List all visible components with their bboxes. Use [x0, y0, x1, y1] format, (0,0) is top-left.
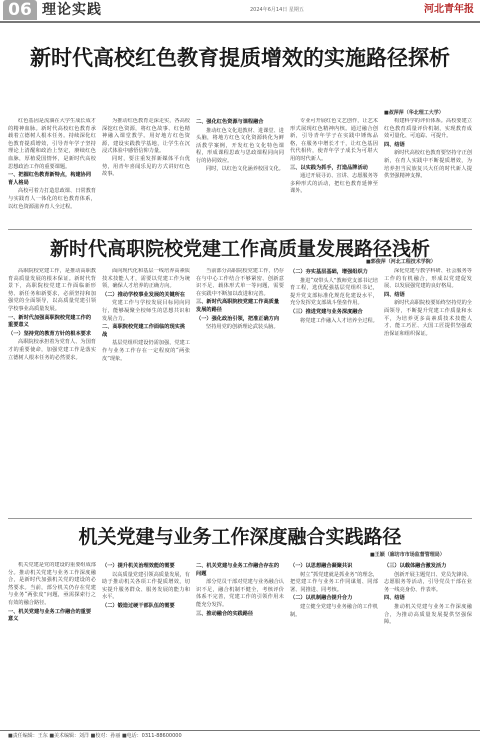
article-divider	[8, 229, 472, 230]
body-paragraph: 推进“双带头人”教师党支部书记培育工程，选优配强基层党组织书记，提升党支部标准化规范化建设水平，充分发挥党支部战斗堡垒作用。	[290, 277, 378, 307]
page-header	[0, 0, 480, 20]
body-paragraph: 推动红色文化进教材、进课堂、进头脑，将地方红色文化资源转化为鲜活教学案例，开发红色文化特色课程，形成课程思政与思政课程同向同行的协同效应。	[196, 127, 284, 164]
article-1-byline: ■叔萍萍（华北理工大学）	[384, 110, 444, 116]
text-column	[290, 118, 378, 225]
newspaper-logo: 河北青年报	[424, 4, 474, 15]
article-3-headline: 机关党建与业务工作深度融合实践路径	[78, 526, 402, 548]
body-paragraph: 为推动红色教育走深走实，各高校深挖红色资源，将红色故事、红色精神融入课堂教学。用好地方红色资源，建设实践教学基地，让学生在沉浸式体验中感悟信仰力量。	[102, 118, 190, 155]
section-heading: （二）推动学校事业发展的关键所在	[102, 291, 186, 298]
text-column	[102, 118, 190, 225]
section-heading: 四、结语	[384, 595, 405, 602]
section-heading: 三、推动融合的实践路径	[196, 610, 254, 617]
body-paragraph: 高职院校党建工作，是推动高职教育高质量发展的根本保证。新时代背景下，高职院校党建工作面临新形势、新任务和新要求，必须坚持和加强党的全面领导，以高质量党建引领学校事业高质量发展。	[8, 268, 96, 312]
text-column	[8, 268, 96, 516]
body-paragraph: 推动机关党建与业务工作深度融合，为推动高质量发展提供坚强保障。	[384, 603, 472, 626]
body-paragraph: 当前部分高职院校党建工作，仍存在与中心工作结合不够紧密、创新意识不足、载体形式单一等问题，需要在实践中不断加以改进和完善。	[196, 268, 284, 297]
footer-rule	[0, 730, 480, 731]
page-number: 06	[3, 0, 37, 20]
text-column	[196, 268, 284, 516]
section-heading: （一）坚持党的教育方针的根本要求	[8, 330, 92, 337]
body-paragraph: 创新开展主题党日、党员先锋岗、志愿服务等活动，引导党员干部在业务一线亮身份、作表率。	[384, 571, 472, 593]
body-paragraph: 专业可开展红色文艺创作，让艺术形式展现红色精神内核。通过融合创新，引导青年学子在实践中锤炼品格，在服务中增长才干，让红色基因代代相传，使青年学子成长为可堪大用的时代新人。	[290, 118, 378, 162]
article-3-byline: ■王颖（廊坊市市场监督管理局）	[370, 552, 445, 558]
section-heading: （二）锻造过硬干部队伍的需要	[102, 602, 175, 609]
body-paragraph: 红色基因是流淌在大学生成长成才的精神血脉。新时代高校红色教育承载着立德树人根本任务。持续深化红色教育提质增效，引导青年学子坚持理论上清醒和政治上坚定，赓续红色血脉，厚植爱国情怀，是新时代高校思想政治工作的重要课题。	[8, 118, 96, 170]
section-heading: 四、结语	[384, 141, 405, 148]
body-paragraph: 坚持用党的创新理论武装头脑。	[206, 324, 279, 331]
article-divider	[8, 518, 472, 519]
section-heading: （一）强化政治引领，把准正确方向	[196, 315, 280, 322]
section-heading: 一、把握红色教育新特点，构建协同育人格局	[8, 172, 92, 186]
header-rule	[0, 21, 480, 23]
section-heading: 三、以实践为抓手，打造品牌活动	[290, 164, 368, 171]
section-heading: （二）夯实基层基础，增强组织力	[290, 269, 368, 275]
body-paragraph: 同时，要注重发挥新媒体平台优势，用青年喜闻乐见的方式讲好红色故事。	[102, 155, 190, 178]
body-paragraph: 将党建工作融入人才培养全过程。	[300, 317, 378, 324]
section-heading: 三、新时代高职院校党建工作高质量发展的路径	[196, 299, 280, 313]
section-heading: 二、机关党建与业务工作融合存在的问题	[196, 563, 280, 577]
text-column	[290, 562, 378, 726]
text-column	[196, 118, 284, 225]
section-heading: 二、强化红色资源与课程融合	[196, 119, 264, 125]
body-paragraph: 新时代高校红色教育要坚持守正创新，在育人实践中不断提质增效，为培养担当民族复兴大任的时代新人提供坚强精神支撑。	[384, 150, 472, 180]
article-1-body	[8, 118, 472, 225]
article-2-headline: 新时代高职院校党建工作高质量发展路径浅析	[49, 238, 430, 260]
section-heading: 四、结语	[384, 291, 405, 298]
body-paragraph: 党建工作与学校发展目标同向同行，能够凝聚全校师生的思想共识和发展合力。	[102, 300, 190, 322]
section-heading: （三）推进党建与业务深度融合	[290, 308, 363, 315]
body-paragraph: 以高质量党建引领高质量发展，有助于推动机关各项工作提质增效，切实提升服务群众、服务发展的能力和水平。	[102, 571, 190, 601]
text-column	[384, 268, 472, 516]
body-paragraph: 构建科学的评价体系。高校要建立红色教育质量评价机制，实现教育成效可量化、可追踪、可提升。	[384, 118, 472, 140]
article-1-headline: 新时代高校红色教育提质增效的实施路径探析	[30, 46, 450, 70]
text-column	[102, 268, 190, 516]
text-column	[290, 268, 378, 516]
body-paragraph: 同时，以红色文化涵养校园文化。	[206, 165, 284, 172]
section-heading: （一）以思想融合凝聚共识	[290, 563, 353, 569]
body-paragraph: 机关党建是党的建设的重要组成部分。推动机关党建与业务工作深度融合，是新时代加强机关党的建设的必然要求。当前，部分机关仍存在党建与业务“两张皮”问题，亟需探索行之有效的融合路径。	[8, 562, 96, 606]
section-heading: （三）以载体融合激发活力	[384, 563, 447, 569]
text-column	[196, 562, 284, 726]
body-paragraph: 通过开展寻访、宣讲、志愿服务等多种形式的活动，把红色教育延伸至课外。	[290, 173, 378, 195]
section-heading: 一、机关党建与业务工作融合的重要意义	[8, 608, 92, 623]
body-paragraph: 高校可着力打造思政课、日常教育与实践育人一体化的红色教育体系，以红色资源滋养育人全过程。	[8, 188, 96, 210]
body-paragraph: 建立健全党建与业务融合的工作机制。	[290, 603, 378, 618]
body-paragraph: 深化党建与教学科研、社会服务等工作的有机融合，形成以党建促发展、以发展强党建的良好格局。	[384, 268, 472, 290]
issue-date: 2024年6月14日 星期五	[250, 7, 304, 13]
body-paragraph: 新时代高职院校要始终坚持党的全面领导，不断提升党建工作质量和水平，为培养更多高素质技术技能人才、能工巧匠、大国工匠提供坚强政治保证和组织保证。	[384, 300, 472, 337]
body-paragraph: 部分党员干部对党建与业务融合认识不足，融合机制不健全，考核评价体系不完善，党建工作的引领作用未能充分发挥。	[196, 579, 284, 608]
text-column	[8, 118, 96, 225]
text-column	[384, 118, 472, 225]
article-2-byline: ■郭俊萍（河北工程技术学院）	[366, 259, 436, 265]
body-paragraph: 基层党组织建设仍需加强，党建工作与业务工作存在一定程度的“两张皮”现象。	[102, 340, 190, 362]
article-2-body	[8, 268, 472, 516]
section-title: 理论实践	[42, 2, 102, 18]
text-column	[8, 562, 96, 726]
section-heading: 二、高职院校党建工作面临的现实挑战	[102, 324, 186, 338]
section-heading: （一）提升机关治理效能的需要	[102, 563, 175, 569]
article-3-body	[8, 562, 472, 726]
body-paragraph: 面向现代化和基层一线培养高素质技术技能人才，需要以党建工作为统领，确保人才培养的正确方向。	[102, 268, 190, 290]
body-paragraph: 树立“抓党建就是抓业务”的理念，把党建工作与业务工作同谋划、同部署、同推进、同考核。	[290, 571, 378, 593]
page-footer: ■责任编辑：王东 ■美术编辑：刘洋 ■校对：孙丽 ■电话：0311-88600000	[8, 733, 182, 739]
section-heading: 一、新时代加强高职院校党建工作的重要意义	[8, 314, 92, 329]
body-paragraph: 高职院校承担着为党育人、为国育才的重要使命，加强党建工作是落实立德树人根本任务的必然要求。	[8, 339, 96, 361]
section-heading: （二）以机制融合提升合力	[290, 595, 353, 602]
text-column	[102, 562, 190, 726]
text-column	[384, 562, 472, 726]
